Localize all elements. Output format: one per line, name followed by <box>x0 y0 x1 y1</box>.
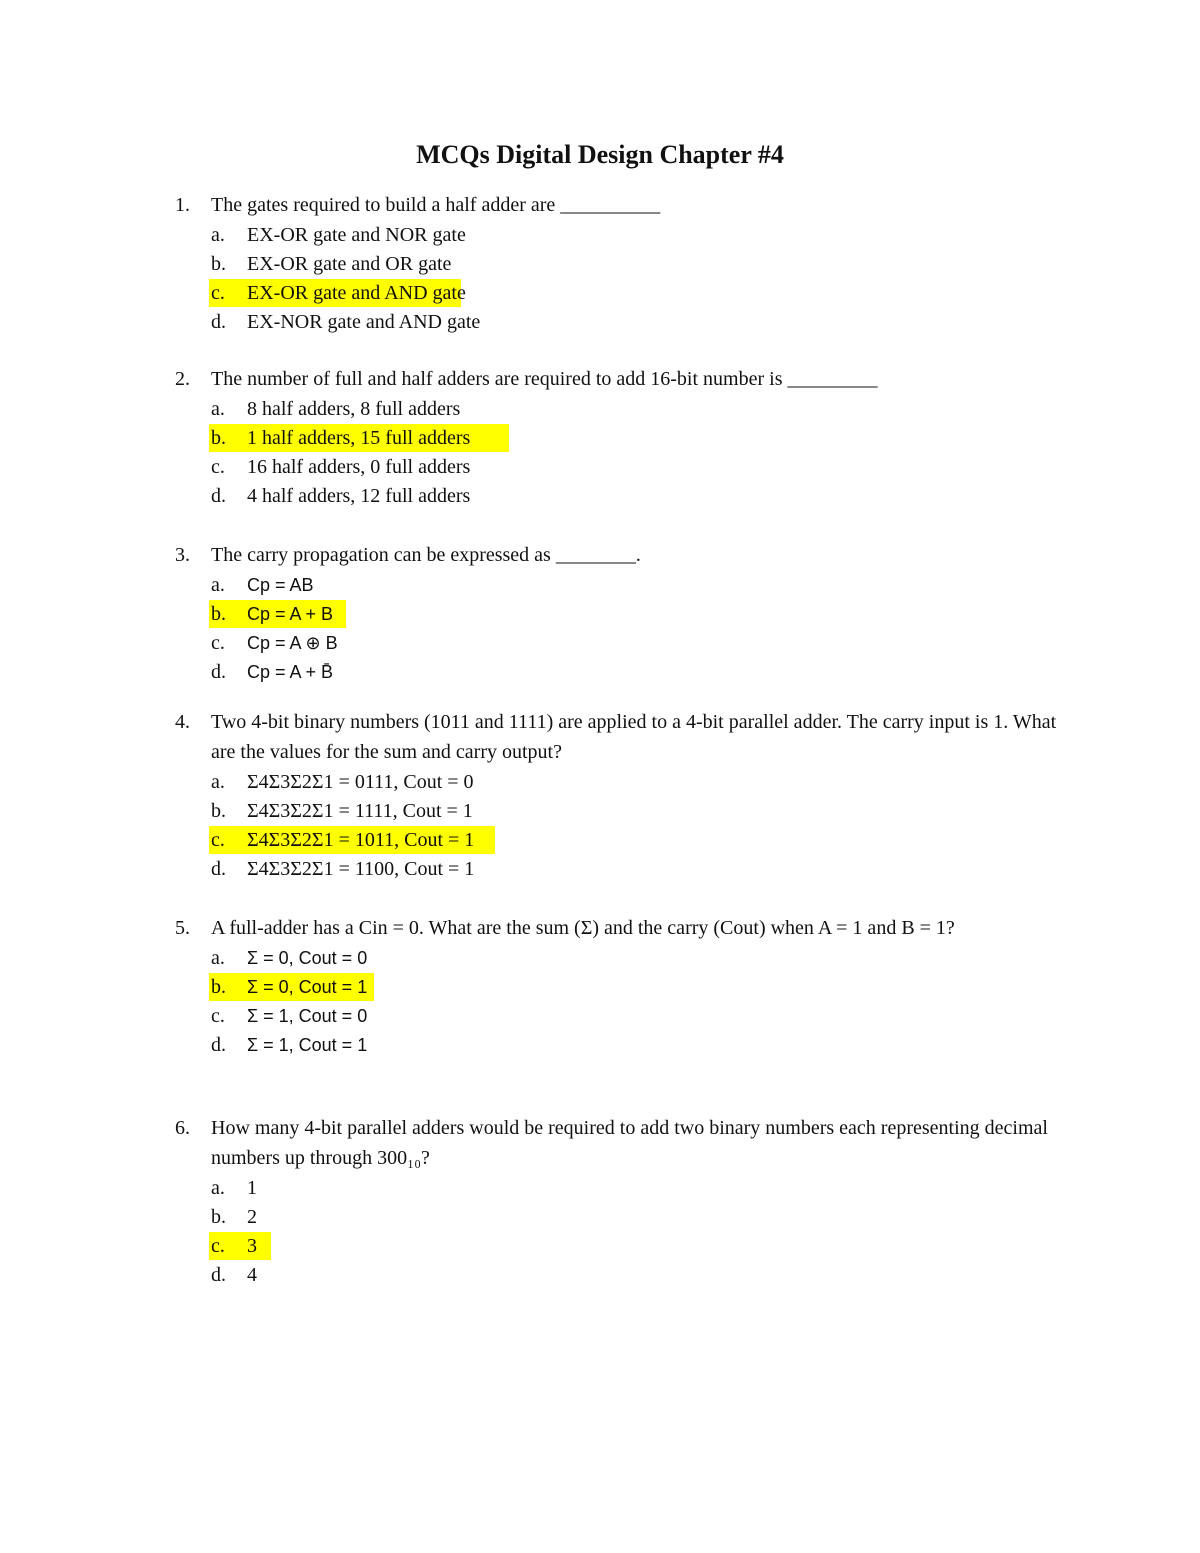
option-b <box>211 1202 1075 1231</box>
question-text: Two 4-bit binary numbers (1011 and 1111) are applied to a 4-bit parallel adder. The carry input is 1. What are the values for the sum and carry output? <box>211 711 1057 763</box>
option-c <box>211 452 1075 481</box>
question-number: 1. <box>175 194 190 216</box>
option-text: 1 <box>247 1177 257 1199</box>
option-letter: c. <box>211 282 225 304</box>
question-text: The number of full and half adders are required to add 16-bit number is _________ <box>211 368 878 390</box>
question-5 <box>175 913 1075 1059</box>
option-letter: a. <box>211 574 225 596</box>
question-number: 4. <box>175 711 190 733</box>
option-b <box>211 796 1075 825</box>
option-text: EX-NOR gate and AND gate <box>247 311 481 333</box>
question-text: The gates required to build a half adder are __________ <box>211 194 661 216</box>
option-c <box>211 1001 1075 1030</box>
option-text: Σ = 0, Cout = 0 <box>247 948 368 968</box>
question-text: A full-adder has a Cin = 0. What are the sum (Σ) and the carry (Cout) when A = 1 and B = 1? <box>211 917 955 939</box>
question-number: 3. <box>175 544 190 566</box>
question-number: 2. <box>175 368 190 390</box>
option-text: 8 half adders, 8 full adders <box>247 398 461 420</box>
option-text: Cp = A ⊕ B <box>247 633 338 653</box>
option-c-correct <box>211 1231 1075 1260</box>
option-text: Cp = A + B̄ <box>247 662 334 682</box>
option-text: Σ4Σ3Σ2Σ1 = 0111, Cout = 0 <box>247 771 474 793</box>
option-d <box>211 854 1075 883</box>
option-letter: c. <box>211 1005 225 1027</box>
option-letter: d. <box>211 485 226 507</box>
option-letter: b. <box>211 427 226 449</box>
option-letter: a. <box>211 224 225 246</box>
option-text: Σ4Σ3Σ2Σ1 = 1100, Cout = 1 <box>247 858 475 880</box>
option-a <box>211 943 1075 972</box>
question-4 <box>175 707 1075 883</box>
page-title: MCQs Digital Design Chapter #4 <box>416 140 784 169</box>
option-a <box>211 220 1075 249</box>
option-letter: d. <box>211 311 226 333</box>
option-text: 1 half adders, 15 full adders <box>247 427 471 449</box>
option-text: Cp = AB <box>247 575 314 595</box>
option-letter: c. <box>211 1235 225 1257</box>
option-b-correct <box>211 972 1075 1001</box>
option-c-correct <box>211 278 1075 307</box>
option-c-correct <box>211 825 1075 854</box>
option-letter: c. <box>211 632 225 654</box>
option-a <box>211 570 1075 599</box>
option-letter: d. <box>211 1034 226 1056</box>
option-text: 4 half adders, 12 full adders <box>247 485 471 507</box>
option-text: Cp = A + B <box>247 604 334 624</box>
question-text: The carry propagation can be expressed as ________. <box>211 544 641 566</box>
option-letter: c. <box>211 456 225 478</box>
option-a <box>211 1173 1075 1202</box>
option-text: Σ4Σ3Σ2Σ1 = 1011, Cout = 1 <box>247 829 475 851</box>
option-d <box>211 657 1075 686</box>
option-text: Σ = 0, Cout = 1 <box>247 977 368 997</box>
option-letter: d. <box>211 858 226 880</box>
question-3 <box>175 540 1075 686</box>
option-letter: a. <box>211 771 225 793</box>
option-text: Σ = 1, Cout = 0 <box>247 1006 368 1026</box>
option-a <box>211 767 1075 796</box>
option-text: 4 <box>247 1264 257 1286</box>
option-text: EX-OR gate and OR gate <box>247 253 452 275</box>
option-letter: b. <box>211 800 226 822</box>
option-b <box>211 249 1075 278</box>
question-text: How many 4-bit parallel adders would be required to add two binary numbers each representing decimal numbers up through 300₁₀? <box>211 1117 1048 1169</box>
option-letter: d. <box>211 661 226 683</box>
question-number: 5. <box>175 917 190 939</box>
question-2 <box>175 364 1075 510</box>
option-b-correct <box>211 423 1075 452</box>
option-b-correct <box>211 599 1075 628</box>
option-d <box>211 1260 1075 1289</box>
option-letter: b. <box>211 1206 226 1228</box>
option-d <box>211 481 1075 510</box>
option-c <box>211 628 1075 657</box>
option-d <box>211 307 1075 336</box>
question-6 <box>175 1113 1075 1289</box>
option-text: EX-OR gate and NOR gate <box>247 224 466 246</box>
option-letter: d. <box>211 1264 226 1286</box>
option-text: 3 <box>247 1235 257 1257</box>
option-letter: a. <box>211 947 225 969</box>
option-letter: a. <box>211 398 225 420</box>
option-a <box>211 394 1075 423</box>
question-1 <box>175 190 1075 336</box>
option-text: 2 <box>247 1206 257 1228</box>
option-text: 16 half adders, 0 full adders <box>247 456 471 478</box>
option-text: EX-OR gate and AND gate <box>247 282 466 304</box>
option-letter: b. <box>211 603 226 625</box>
option-letter: b. <box>211 976 226 998</box>
option-d <box>211 1030 1075 1059</box>
option-letter: b. <box>211 253 226 275</box>
question-number: 6. <box>175 1117 190 1139</box>
option-letter: c. <box>211 829 225 851</box>
option-text: Σ4Σ3Σ2Σ1 = 1111, Cout = 1 <box>247 800 473 822</box>
option-text: Σ = 1, Cout = 1 <box>247 1035 368 1055</box>
option-letter: a. <box>211 1177 225 1199</box>
